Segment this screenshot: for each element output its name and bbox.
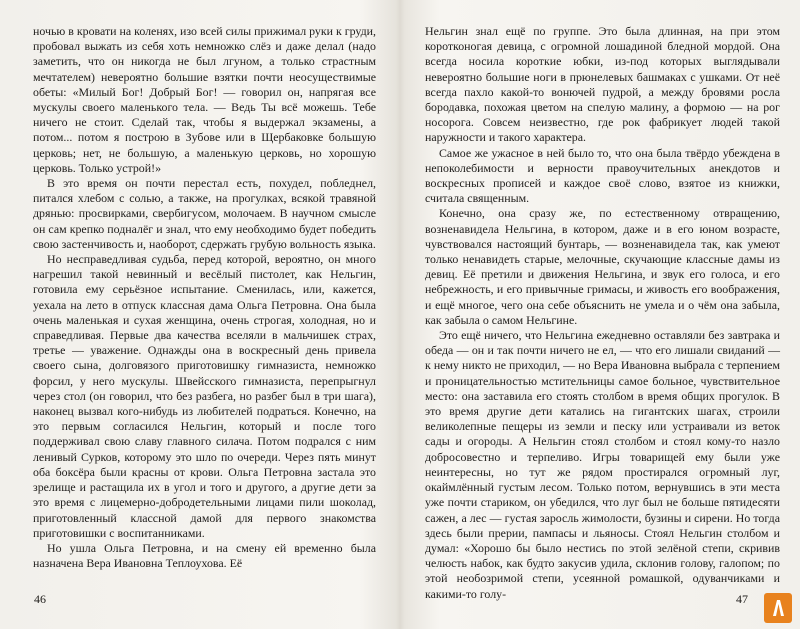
right-page-text [425, 24, 780, 602]
right-page [400, 0, 800, 629]
page-number: 46 [34, 592, 46, 606]
paragraph: Это ещё ничего, что Нельгина ежедневно оставляли без завтрака и обеда — он и так почти ничего не ел, — что его лишали свиданий — к нему никто не приходил, — но Вера Ивановна выбрала с терпением и проницательностью мстительницы самое больное, чувствительное место: она заставила его стоять столбом в время общих прогулок. В это время другие дети катались на гигантских шагах, строили великолепные пещеры из земли и песку или устраивали из веток сады и огороды. А Нельгин стоял столбом и стоял кому-то назло добросовестно и терпеливо. Игры товарищей ему были уже неинтересны, но тут же рядом простирался огромный луг, окаймлённый густым лесом. Только потом, вернувшись в эти места уже почти стариком, он убедился, что луг был не больше пятидесяти сажен, а лес — густая заросль жимолости, бузины и сирени. Но тогда здесь были прерии, пампасы и льяносы. Стоял Нельгин столбом и думал: «Хорошо бы было нестись по этой зелёной степи, скривив челюсть набок, как будто закусив удила, склонив голову, галопом; по этой необозримой степи, усеянной ромашкой, одуванчиками и какими-то голу- [425, 328, 780, 601]
paragraph: Самое же ужасное в ней было то, что она была твёрдо убеждена в непоколебимости и верности правоучительных анекдотов и воскресных прописей и каждое своё слово, взятое из книжки, считала священным. [425, 145, 780, 206]
paragraph: ночью в кровати на коленях, изо всей силы прижимал руки к груди, пробовал выжать из себя хоть немножко слёз и даже делал (надо заметить, что он никогда не был лгуном, а только страстным мечтателем) невероятно большие взятки почти неосуществимые обеты: «Милый Бог! Добрый Бог! — говорил он, напрягая все мускулы своего маленького тела. — Ведь Ты всё можешь. Тебе ничего не стоит. Сделай так, чтобы я выдержал экзамены, а потом... потом я построю в Зубове или в Щербаковке большую церковь; нет, не большую, а маленькую церковь, но хорошую церковь. Только устрой!» [33, 24, 376, 175]
paragraph: Но несправедливая судьба, перед которой, вероятно, он много нагрешил такой невинный и весёлый пистолет, как Нельгин, готовила ему серьёзное испытание. Сменилась, или, кажется, уехала на лето в отпуск классная дама Ольга Петровна. Она была очень маленькая и сухая женщина, очень строгая, холодная, но и справедливая. Первые два качества вселяли в мальчишек страх, третье — уважение. Однажды она в воскресный день привела своего сына, долговязого приготовишку гимназиста, немножко форсил, у него мускулы. Швейсского гимназиста, перепрыгнул через стол (он говорил, что без разбега, но разбег был в три шага), наконец вызвал кого-нибудь из любителей подраться. Конечно, на это первым согласился Нельгин, который и после того поддерживал свою славу главного силача. Потом подрался с ним ленивый Сурков, которому это шло по очереди. Через пять минут оба боксёра были красны от крови. Ольга Петровна застала это зрелище и растащила их в угол и того и другого, а другие дети за это время с лицемерно-добродетельными лицами пили шоколад, приготовленный классной дамой для первого знакомства приготовишки с воспитанниками. [33, 252, 376, 540]
page-number: 47 [736, 592, 748, 606]
paragraph: Конечно, она сразу же, по естественному отвращению, возненавидела Нельгина, в котором, даже и в его юном возрасте, чувствовался настоящий бунтарь, — возненавидела так, как умеют только ненавидеть старые, мелочные, скучающие классные дамы из девиц. Её претили и движения Нельгина, и звук его голоса, и его небрежность, и его привычные гримасы, и живость его воображения, и ещё многое, чего она себе объяснить не умела и о чём она забыла, как забыла о самом Нельгине. [425, 206, 780, 327]
publisher-logo-icon [764, 593, 792, 623]
paragraph: Но ушла Ольга Петровна, и на смену ей временно была назначена Вера Ивановна Теплоухова. Её [33, 540, 376, 571]
left-page-text [33, 24, 376, 571]
paragraph: В это время он почти перестал есть, похудел, побледнел, питался хлебом с солью, а также, на прогулках, всякой травяной дрянью: просвирками, свербигусом, молочаем. В научном смысле он сам крепко подналёг и знал, что ему необходимо будет победить свою застенчивость и, наоборот, сдержать грубую вольность языка. [33, 176, 376, 251]
paragraph: Нельгин знал ещё по группе. Это была длинная, на при этом коротконогая девица, с огромной лошадиной бледной мордой. Она всегда носила короткие юбки, из-под которых выглядывали невероятно большие ноги в прюнелевых башмаках с ушками. От неё всегда пахло какой-то вонючей пудрой, а между бровями росла бородавка, похожая цветом на спелую малину, а формою — на рог носорога. Совсем неизвестно, где рок фабрикует людей такой наружности и такого характера. [425, 24, 780, 145]
